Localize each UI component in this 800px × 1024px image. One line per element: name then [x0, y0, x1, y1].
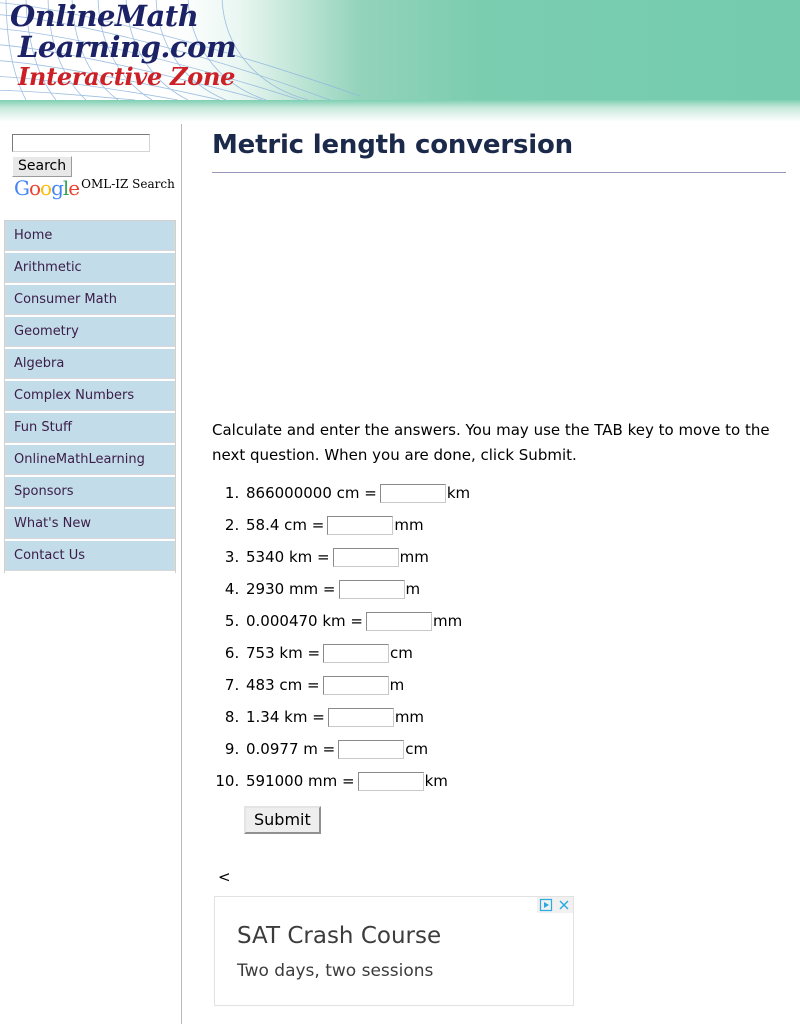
question-unit: m: [405, 580, 421, 598]
question-unit: mm: [394, 708, 425, 726]
question-unit: km: [424, 772, 448, 790]
stray-markup-text: <: [218, 868, 231, 886]
logo-line-learningcom: Learning.com: [18, 30, 237, 64]
question-item: [244, 482, 788, 504]
question-item: [244, 770, 788, 792]
site-banner: [0, 0, 800, 100]
answer-input-10[interactable]: [358, 772, 424, 791]
sidebar-item-sponsors[interactable]: Sponsors: [5, 477, 175, 507]
bottom-ad-block[interactable]: [214, 896, 574, 1006]
logo-line-interactive-zone: Interactive Zone: [18, 62, 236, 91]
sidebar-item-consumer-math[interactable]: Consumer Math: [5, 285, 175, 315]
question-prompt: 483 cm =: [246, 676, 320, 694]
google-letter-g2: g: [51, 176, 63, 200]
search-input[interactable]: [12, 134, 150, 152]
sidebar-item-arithmetic[interactable]: Arithmetic: [5, 253, 175, 283]
answer-input-2[interactable]: [327, 516, 393, 535]
adchoices-icon[interactable]: [539, 898, 553, 912]
submit-row: [244, 806, 788, 834]
answer-input-3[interactable]: [333, 548, 399, 567]
question-list: [212, 482, 788, 792]
answer-input-5[interactable]: [366, 612, 432, 631]
question-item: [244, 578, 788, 600]
question-prompt: 0.000470 km =: [246, 612, 363, 630]
question-prompt: 591000 mm =: [246, 772, 355, 790]
instructions-text: Calculate and enter the answers. You may use the TAB key to move to the next question. When you are done, click Submit.: [212, 421, 770, 464]
question-item: [244, 706, 788, 728]
google-letter-e: e: [68, 176, 80, 200]
answer-input-6[interactable]: [323, 644, 389, 663]
page-title: Metric length conversion: [212, 130, 573, 160]
google-letter-o1: o: [28, 176, 41, 200]
question-unit: km: [446, 484, 471, 502]
question-prompt: 58.4 cm =: [246, 516, 325, 534]
site-logo[interactable]: [10, 2, 236, 89]
question-prompt: 753 km =: [246, 644, 321, 662]
ad-subtitle[interactable]: Two days, two sessions: [237, 961, 434, 981]
question-prompt: 2930 mm =: [246, 580, 336, 598]
search-engine-label: OML-IZ Search: [81, 177, 175, 191]
question-item: [244, 610, 788, 632]
sidebar-item-contact-us[interactable]: Contact Us: [5, 541, 175, 571]
question-item: [244, 514, 788, 536]
google-letter-l: l: [62, 176, 69, 200]
answer-input-8[interactable]: [328, 708, 394, 727]
close-icon[interactable]: [557, 898, 571, 912]
question-item: [244, 642, 788, 664]
google-search-branding: [14, 176, 175, 200]
question-item: [244, 738, 788, 760]
sidebar-nav: [4, 220, 176, 573]
question-unit: mm: [394, 516, 424, 534]
question-item: [244, 674, 788, 696]
ad-controls: [537, 897, 573, 913]
question-prompt: 1.34 km =: [246, 708, 325, 726]
submit-button[interactable]: Submit: [244, 806, 321, 834]
google-letter-o2: o: [40, 176, 52, 200]
question-prompt: 0.0977 m =: [246, 740, 336, 758]
logo-line-onlinemath: OnlineMath: [10, 0, 199, 33]
sidebar-item-onlinemathlearning[interactable]: OnlineMathLearning: [5, 445, 175, 475]
top-ad-slot: [212, 173, 788, 418]
answer-input-9[interactable]: [338, 740, 404, 759]
google-logo-icon: [14, 176, 79, 200]
google-letter-g1: G: [14, 176, 29, 200]
search-button[interactable]: Search: [12, 156, 72, 177]
sidebar-item-geometry[interactable]: Geometry: [5, 317, 175, 347]
sidebar-item-algebra[interactable]: Algebra: [5, 349, 175, 379]
sidebar-item-fun-stuff[interactable]: Fun Stuff: [5, 413, 175, 443]
question-prompt: 866000000 cm =: [246, 484, 377, 502]
answer-input-1[interactable]: [380, 484, 446, 503]
main-content: [212, 130, 788, 1006]
question-unit: cm: [405, 740, 429, 758]
question-unit: mm: [399, 548, 429, 566]
question-unit: mm: [432, 612, 463, 630]
question-unit: m: [389, 676, 405, 694]
sidebar-item-complex-numbers[interactable]: Complex Numbers: [5, 381, 175, 411]
banner-gradient-fade: [0, 100, 800, 122]
question-prompt: 5340 km =: [246, 548, 330, 566]
answer-input-7[interactable]: [323, 676, 389, 695]
question-unit: cm: [390, 644, 413, 662]
ad-title[interactable]: SAT Crash Course: [237, 923, 442, 949]
answer-input-4[interactable]: [339, 580, 405, 599]
sidebar-item-whats-new[interactable]: What's New: [5, 509, 175, 539]
sidebar-item-home[interactable]: Home: [5, 221, 175, 251]
search-area: [12, 134, 150, 177]
question-item: [244, 546, 788, 568]
sidebar-divider: [181, 124, 182, 1024]
